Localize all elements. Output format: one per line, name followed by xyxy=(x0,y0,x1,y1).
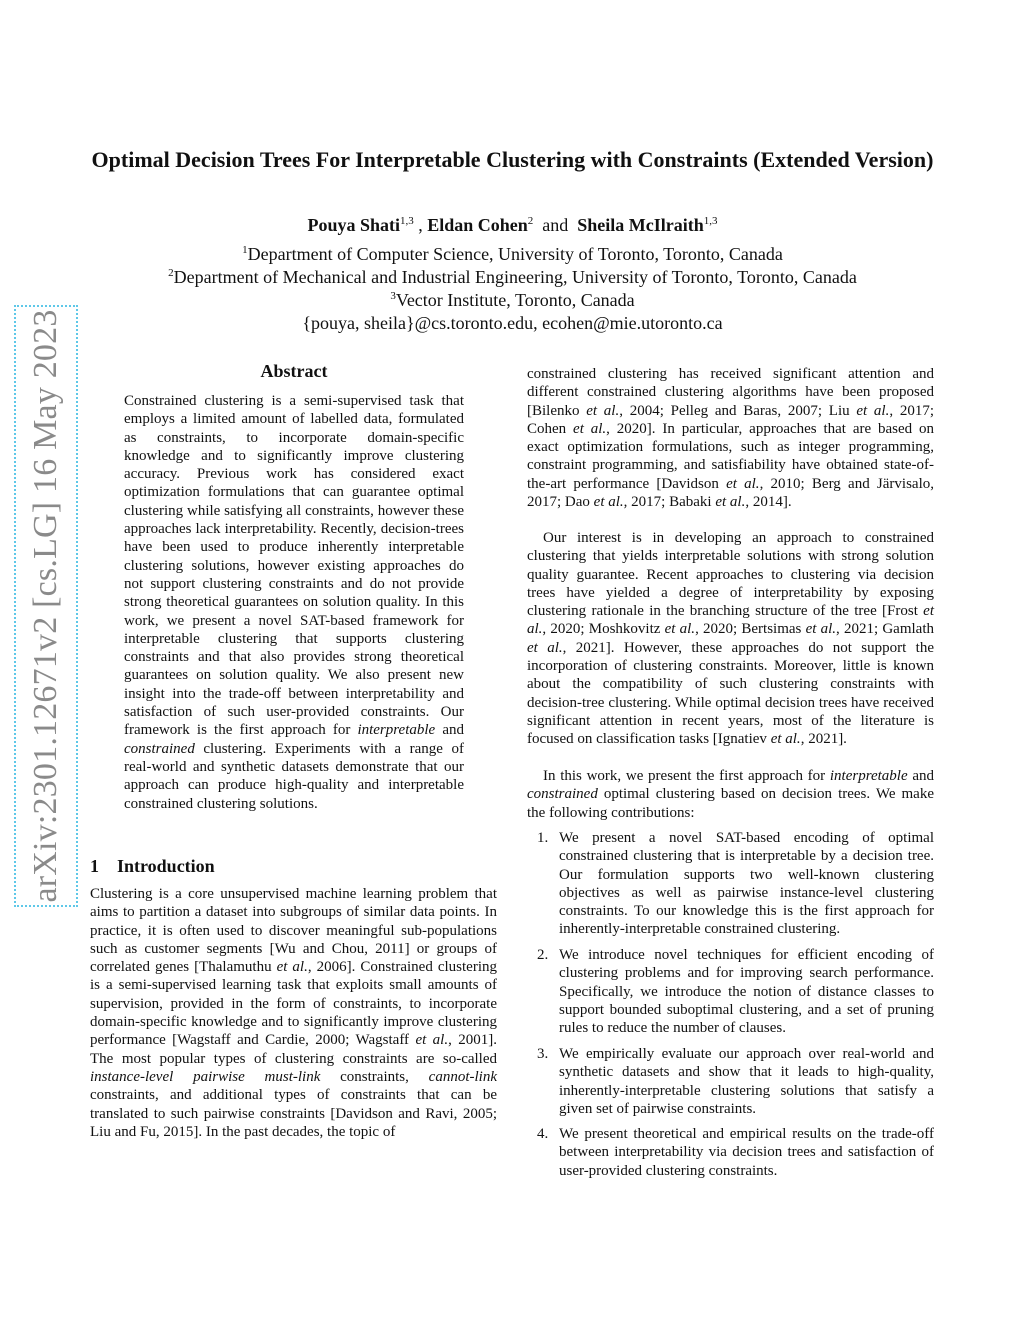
text-run: and xyxy=(907,768,934,784)
author-name: Eldan Cohen xyxy=(427,215,528,235)
list-item-text: We present a novel SAT-based encoding of optimal constrained clustering that is interpretable by a decision tree. Our formulation supports two well-known clustering objectives as well as pairwise instance-level clustering constraints. To our knowledge this is the first approach for inherently-interpretable constrained clustering. xyxy=(559,830,934,938)
contribution-list-item xyxy=(527,1045,934,1118)
italic-term: et al. xyxy=(805,621,837,638)
italic-term: et al. xyxy=(527,603,934,638)
text-run: constraints, and additional types of constraints that can be translated to such pairwise constraints [Davidson and Ravi, 2005; Liu and Fu, 2015]. In the past decades, the topic of xyxy=(90,1087,497,1140)
text-run: constrained clustering has received significant attention and different constrained clustering algorithms have been proposed [Bilenko xyxy=(527,366,934,419)
text-run: , 2021; Gamlath xyxy=(836,621,934,638)
text-run: Clustering is a core unsupervised machine learning problem that aims to partition a dataset into subgroups of similar data points. In practice, it is often used to discover meaningful sub-populations such as customer segments [Wu and Chou, 2011] or groups of correlated genes [Thalamuthu xyxy=(90,886,497,976)
text-run: , 2020]. In particular, approaches that are based on exact optimization formulations, such as integer programming, constraint programming, and satisfiability have obtained state-of-the-art performance [Davidson xyxy=(527,420,935,492)
introduction-paragraph-3 xyxy=(527,767,934,822)
text-run: clustering. Experiments with a range of real-world and synthetic datasets demonstrate that our approach can produce high-quality and interpretable constrained clustering solutions. xyxy=(124,740,464,812)
section-heading-introduction xyxy=(90,856,215,877)
italic-term: et al. xyxy=(856,402,890,419)
author-list xyxy=(90,213,935,237)
text-run: , 2004; Pelleg and Baras, 2007; Liu xyxy=(619,402,857,419)
list-number: 4. xyxy=(537,1126,549,1142)
italic-term: et al. xyxy=(726,475,760,492)
author-affil-marker: 2 xyxy=(527,215,534,227)
affil-marker: 2 xyxy=(168,267,174,279)
abstract-body xyxy=(124,392,464,813)
text-run: , 2006]. Constrained clustering is a semi-supervised learning task that exploits small amounts of supervision, provided in the form of constraints, to incorporate domain-specific knowledge and to significantly improve clustering performance [Wagstaff and Cardie, 2000; Wagstaff xyxy=(90,959,497,1049)
text-run: Our interest is in developing an approach to constrained clustering that yields interpretable solutions with strong solution quality guarantee. Recent approaches to clustering via decision trees have yielded a degree of interpretability by exposing clustering rationale in the branching structure of the tree [Frost xyxy=(527,530,934,620)
italic-term: et al. xyxy=(770,731,801,748)
text-run: , 2001]. The most popular types of clustering constraints are so-called xyxy=(90,1032,498,1067)
affiliation xyxy=(90,243,935,265)
author-affil-marker: 1,3 xyxy=(399,215,414,227)
list-number: 2. xyxy=(537,947,549,963)
list-item-text: We empirically evaluate our approach over real-world and synthetic datasets and show that it leads to high-quality, inherently-interpretable clustering solutions that satisfy a given set of pairwise constraints. xyxy=(559,1046,934,1117)
text-run: , 2021]. However, these approaches do not support the incorporation of clustering constraints. Moreover, little is known about the compatibility of such clustering constraints with decision-tree clustering. While optimal decision trees have received significant attention in recent years, most of the literature is focused on classification tasks [Ignatiev xyxy=(527,639,934,748)
list-number: 3. xyxy=(537,1046,549,1062)
affil-text: Vector Institute, Toronto, Canada xyxy=(395,290,635,310)
italic-term: et al. xyxy=(664,621,696,638)
contribution-list-item xyxy=(527,829,934,939)
italic-term: et al. xyxy=(527,639,563,656)
section-number: 1 xyxy=(90,856,99,876)
text-run: In this work, we present the first approach for xyxy=(543,768,830,784)
affil-text: Department of Mechanical and Industrial Engineering, University of Toronto, Toronto, Canada xyxy=(173,267,857,287)
italic-term: et al. xyxy=(715,494,746,511)
italic-term: et al. xyxy=(276,959,308,976)
text-run: , 2017; Cohen xyxy=(527,402,934,437)
author-separator: and xyxy=(533,215,578,235)
text-run: and xyxy=(435,722,464,739)
introduction-paragraph-1 xyxy=(90,885,497,1141)
text-run: , 2017; Babaki xyxy=(623,494,716,511)
text-run: constraints, xyxy=(320,1068,429,1085)
author-name: Sheila McIlraith xyxy=(577,215,704,235)
contribution-list-item xyxy=(527,946,934,1037)
list-item-text: We present theoretical and empirical results on the trade-off between interpretability via decision trees and satisfaction of user-provided clustering constraints. xyxy=(559,1126,934,1179)
affil-marker: 1 xyxy=(242,244,248,256)
page-title: Optimal Decision Trees For Interpretable Clustering with Constraints (Extended Version) xyxy=(91,147,934,172)
arxiv-identifier-stamp xyxy=(14,305,78,907)
italic-term: et al. xyxy=(415,1032,449,1049)
author-affil-marker: 1,3 xyxy=(703,215,718,227)
list-number: 1. xyxy=(537,830,549,846)
introduction-paragraph-2 xyxy=(527,529,934,749)
contribution-list-item xyxy=(527,1125,934,1180)
author-separator: , xyxy=(413,215,428,235)
italic-term: instance-level pairwise must-link xyxy=(90,1068,321,1085)
italic-term: constrained xyxy=(124,740,195,757)
affiliation xyxy=(90,289,935,311)
text-run: , 2014]. xyxy=(745,494,792,511)
italic-term: et al. xyxy=(586,402,620,419)
author-emails: {pouya, sheila}@cs.toronto.edu, ecohen@mie.utoronto.ca xyxy=(302,313,723,333)
introduction-paragraph-1-continued xyxy=(527,365,934,511)
italic-term: interpretable xyxy=(829,768,908,784)
text-run: , 2020; Moshkovitz xyxy=(542,621,665,638)
abstract-heading: Abstract xyxy=(260,361,328,381)
italic-term: et al. xyxy=(573,420,607,437)
text-run: , 2020; Bertsimas xyxy=(695,621,806,638)
arxiv-id-text: arXiv:2301.12671v2 [cs.LG] 16 May 2023 xyxy=(27,309,64,903)
text-run: optimal clustering based on decision trees. We make the following contributions: xyxy=(527,786,934,821)
italic-term: interpretable xyxy=(357,722,436,739)
text-run: , 2021]. xyxy=(800,731,847,748)
italic-term: et al. xyxy=(593,494,624,511)
affiliation xyxy=(90,266,935,288)
text-run: Constrained clustering is a semi-supervised task that employs a limited amount of labelled data, formulated as constraints, to incorporate domain-specific knowledge and to significantly improve clustering accuracy. Previous work has considered exact optimization formulations that can guarantee optimal clustering while satisfying all constraints, however these approaches lack interpretability. Recently, decision-trees have been used to produce inherently interpretable clustering solutions, however existing approaches do not support clustering constraints and do not provide strong theoretical guarantees on solution quality. In this work, we present a novel SAT-based framework for interpretable clustering that supports clustering constraints and that also provides strong theoretical guarantees on solution quality. We also present new insight into the trade-off between interpretability and satisfaction of such user-provided constraints. Our framework is the first approach for xyxy=(124,393,464,739)
section-title: Introduction xyxy=(117,856,215,876)
italic-term: constrained xyxy=(527,786,598,803)
italic-term: cannot-link xyxy=(428,1068,497,1085)
list-item-text: We introduce novel techniques for efficient encoding of clustering problems and for improving search performance. Specifically, we introduce the notion of distance classes to support bounded suboptimal clustering, and a set of pruning rules to reduce the number of clauses. xyxy=(559,947,934,1037)
affil-text: Department of Computer Science, University of Toronto, Toronto, Canada xyxy=(247,244,783,264)
author-name: Pouya Shati xyxy=(307,215,400,235)
affil-marker: 3 xyxy=(390,290,396,302)
text-run: , 2010; Berg and Järvisalo, 2017; Dao xyxy=(527,475,934,511)
